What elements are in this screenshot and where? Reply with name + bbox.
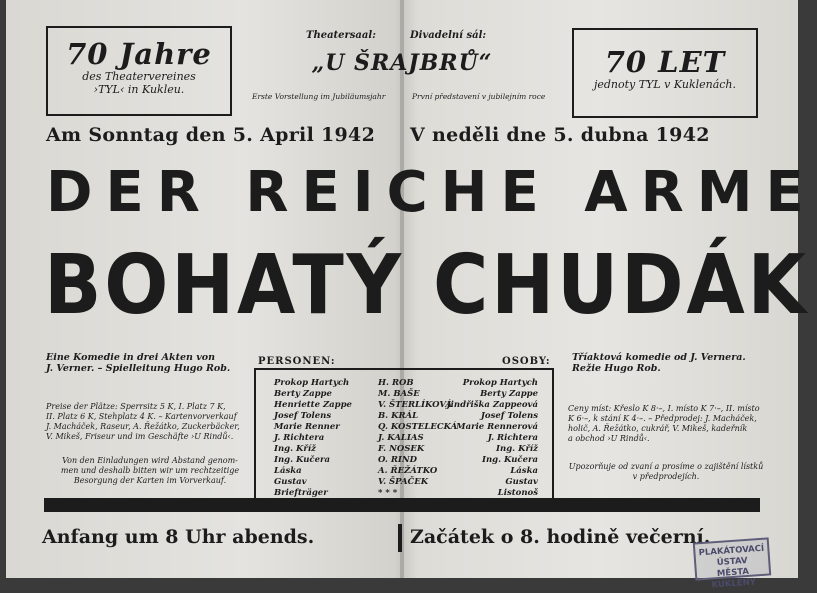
date-cz: V neděli dne 5. dubna 1942: [410, 124, 710, 146]
cast-role-cz: Marie Rennerová: [456, 422, 538, 432]
invitation-note-cz-line: v předprodejích.: [632, 472, 700, 481]
cast-role-de: Ing. Kučera: [274, 455, 330, 465]
cast-role-cz: Prokop Hartych: [462, 378, 538, 388]
prices-de-line: II. Platz 6 K, Stehplatz 4 K. – Kartenvorverkauf: [46, 412, 237, 421]
prices-cz-line: holič, A. Řežátko, cukrář, V. Mikeš, kadeřník: [568, 424, 748, 433]
prices-de-line: Preise der Plätze: Sperrsitz 5 K, I. Platz 7 K,: [46, 402, 226, 411]
cast-role-cz: J. Richtera: [487, 433, 538, 443]
play-info-de-line1: Eine Komedie in drei Akten von: [46, 352, 215, 363]
cast-role-de: J. Richtera: [274, 433, 325, 443]
invitation-note-cz: [566, 462, 766, 482]
cast-actor: * * *: [378, 488, 398, 498]
prices-cz: [568, 404, 768, 444]
anniversary-box-de: [46, 26, 232, 116]
cast-row: [256, 378, 552, 389]
cast-actor: M. BAŠE: [378, 389, 420, 399]
poster: [6, 0, 817, 591]
cast-role-cz: Ing. Kučera: [482, 455, 538, 465]
anniversary-line1-de: des Theatervereines: [82, 70, 196, 83]
date-de: Am Sonntag den 5. April 1942: [46, 124, 376, 146]
play-info-cz-line1: Tříaktová komedie od J. Vernera.: [572, 352, 746, 363]
start-time-de: Anfang um 8 Uhr abends.: [42, 526, 315, 548]
invitation-note-de-line: Besorgung der Karten im Vorverkauf.: [73, 476, 227, 485]
play-info-de: [46, 352, 230, 374]
cast-row: [256, 389, 552, 400]
cast-role-cz: Láska: [510, 466, 538, 476]
cast-actor: F. NOSEK: [378, 444, 425, 454]
cast-role-de: Briefträger: [274, 488, 328, 498]
title-cz: BOHATÝ CHUDÁK: [44, 238, 809, 333]
invitation-note-de: [52, 456, 248, 486]
cast-role-de: Gustav: [274, 477, 307, 487]
stamp-line2: MĚSTA KUKLENY: [711, 566, 757, 591]
cast-actor: V. ŠTERLÍKOVÁ: [378, 400, 452, 410]
cast-role-cz: Listonoš: [497, 488, 538, 498]
cast-actor: H. ROB: [378, 378, 414, 388]
cast-role-de: Ing. Kříž: [274, 444, 316, 454]
cast-row: [256, 466, 552, 477]
cast-role-de: Láska: [274, 466, 302, 476]
cast-row: [256, 400, 552, 411]
play-info-de-line2: J. Verner. – Spielleitung Hugo Rob.: [46, 363, 231, 374]
invitation-note-cz-line: Upozorňuje od zvaní a prosíme o zajištění lístků: [568, 462, 764, 471]
venue-name: „U ŠRAJBRŮ“: [311, 50, 493, 76]
invitation-note-de-line: men und deshalb bitten wir um rechtzeitige: [60, 466, 240, 475]
cast-row: [256, 433, 552, 444]
cast-role-de: Henriette Zappe: [274, 400, 352, 410]
cast-role-cz: Josef Tolens: [480, 411, 538, 421]
cast-actor: O. RIND: [378, 455, 418, 465]
cast-actor: Q. KOSTELECKÁ: [378, 422, 458, 432]
cast-row: [256, 444, 552, 455]
prices-de: [46, 402, 246, 442]
cast-role-cz: Ing. Kříž: [496, 444, 538, 454]
venue-label-cz: Divadelní sál:: [410, 30, 487, 41]
osoby-header: OSOBY:: [502, 356, 551, 367]
stamp-line1: PLAKÁTOVACÍ ÚSTAV: [698, 543, 765, 569]
cast-actor: B. KRÁL: [378, 411, 419, 421]
performance-note-de: Erste Vorstellung im Jubiläumsjahr: [252, 92, 386, 101]
cast-row: [256, 455, 552, 466]
cast-role-cz: Gustav: [505, 477, 538, 487]
title-de: DER REICHE ARME: [46, 160, 817, 225]
cast-role-de: Prokop Hartych: [274, 378, 350, 388]
personen-header: PERSONEN:: [258, 356, 336, 367]
cast-row: [256, 477, 552, 488]
anniversary-box-cz: [572, 28, 758, 118]
cast-list: [254, 368, 554, 502]
prices-cz-line: K 6·–, k stání K 4·–. – Předprodej: J. Macháček,: [568, 414, 757, 423]
prices-de-line: J. Macháček, Raseur, A. Řežátko, Zuckerbäcker,: [46, 422, 240, 431]
prices-de-line: V. Mikeš, Friseur und im Geschäfte ›U Rindů‹.: [46, 432, 234, 441]
anniversary-line2-de: ›TYL‹ in Kukleu.: [93, 83, 185, 96]
prices-cz-line: a obchod ›U Rindů‹.: [568, 434, 650, 443]
footer-divider: [398, 524, 402, 552]
start-time-cz: Začátek o 8. hodině večerní.: [410, 526, 711, 548]
cast-row: [256, 422, 552, 433]
cast-actor: A. ŘEŽÁTKO: [378, 466, 438, 476]
performance-note-cz: První představení v jubilejním roce: [412, 92, 546, 101]
anniversary-line1-cz: jednoty TYL v Kuklenách.: [593, 78, 737, 91]
play-info-cz: [572, 352, 746, 374]
cast-actor: J. KALIAS: [378, 433, 424, 443]
invitation-note-de-line: Von den Einladungen wird Abstand genom-: [62, 456, 238, 465]
prices-cz-line: Ceny míst: Křeslo K 8·–, I. místo K 7·–, II. místo: [568, 404, 760, 413]
cast-role-de: Berty Zappe: [274, 389, 332, 399]
cast-role-cz: Berty Zappe: [480, 389, 538, 399]
cast-role-de: Marie Renner: [274, 422, 340, 432]
poster-stamp: [693, 537, 771, 591]
anniversary-title-de: 70 Jahre: [66, 37, 212, 71]
divider-bar: [44, 498, 760, 512]
cast-row: [256, 411, 552, 422]
venue-label-de: Theatersaal:: [306, 30, 376, 41]
anniversary-title-cz: 70 LET: [604, 45, 726, 79]
cast-actor: V. ŠPAČEK: [378, 477, 429, 487]
play-info-cz-line2: Režie Hugo Rob.: [572, 363, 661, 374]
cast-role-cz: Jindřiška Zappeová: [446, 400, 538, 410]
cast-role-de: Josef Tolens: [274, 411, 332, 421]
